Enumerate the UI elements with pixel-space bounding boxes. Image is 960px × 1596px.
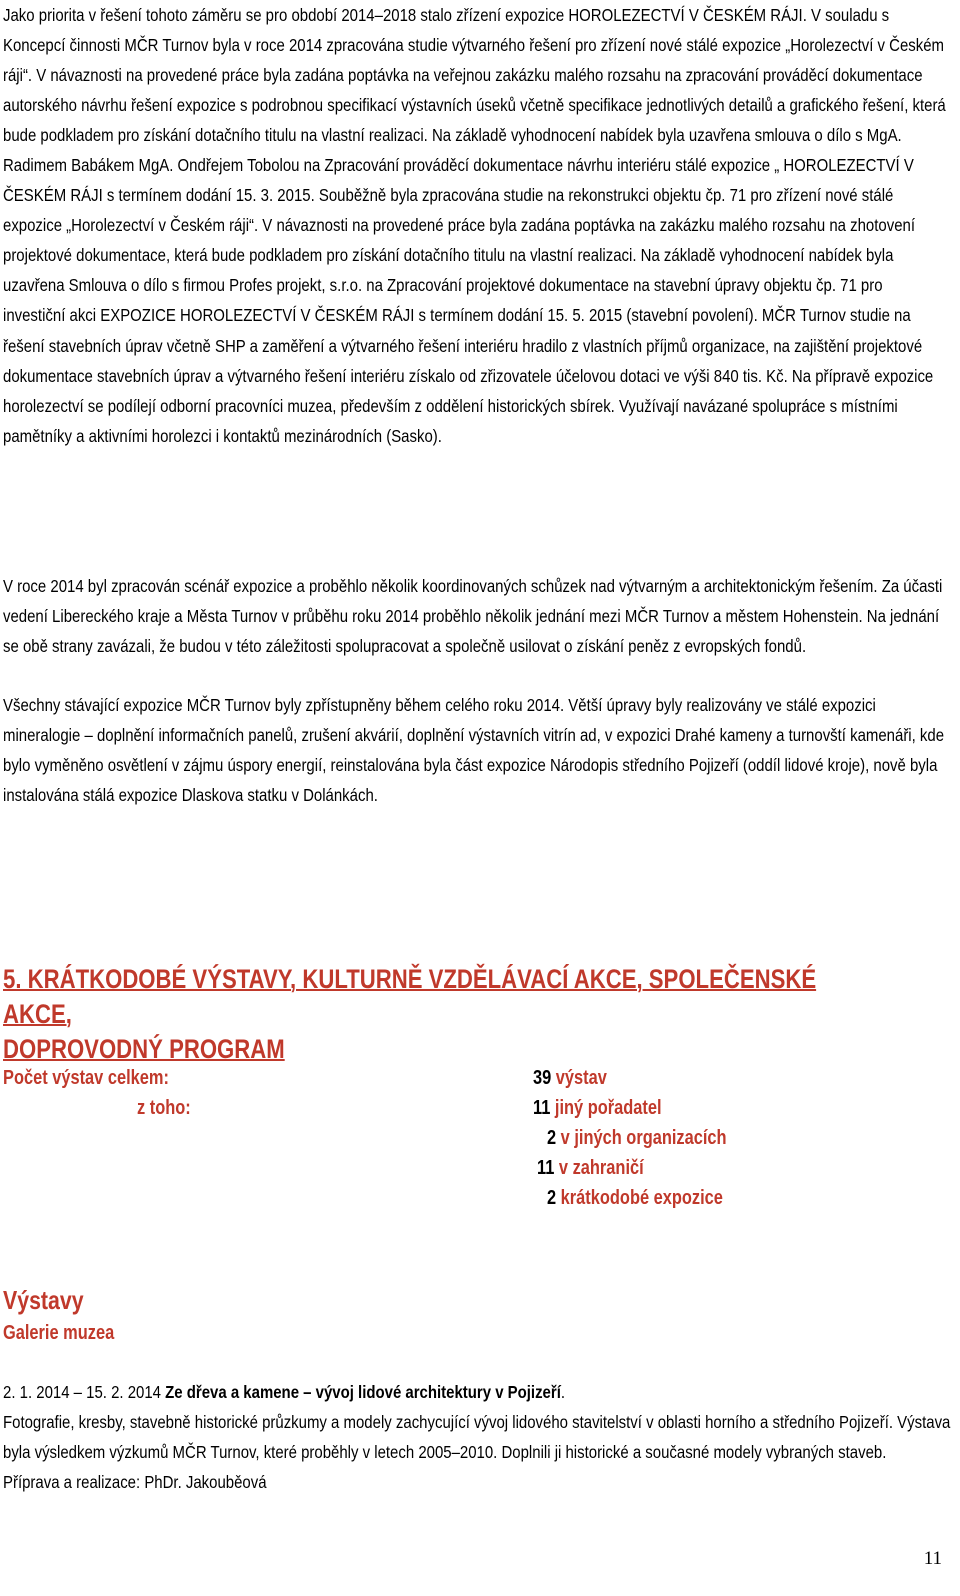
stats-number: 2 xyxy=(547,1127,557,1149)
section-heading-line-2: DOPROVODNÝ PROGRAM xyxy=(3,1034,285,1064)
stats-text: jiný pořadatel xyxy=(554,1097,662,1119)
stats-text: v zahraničí xyxy=(558,1157,644,1179)
exhibition-title-end: . xyxy=(560,1382,566,1402)
stats-row xyxy=(533,1093,662,1123)
stats-row xyxy=(547,1183,723,1213)
paragraph-existing-expositions: Všechny stávající expozice MČR Turnov byly zpřístupněny během celého roku 2014. Větší úpravy byly realizovány ve stálé expozici mineralogie – doplnění informačních panelů, zrušení akvárií, doplnění výstavních vitrín ad, v expozici Drahé kameny a turnovští kamenáři, kde bylo vyměněno osvětlení v zájmu úspory energií, reinstalována byla část expozice Národopis středního Pojizeří (oddíl lidové kroje), nově byla instalována stálá expozice Dlaskova statku v Dolánkách. xyxy=(3,695,945,806)
stats-text: v jiných organizacích xyxy=(560,1127,727,1149)
stats-number: 11 xyxy=(533,1097,551,1119)
stats-row xyxy=(533,1063,607,1093)
paragraph-climbing-exposition: Jako priorita v řešení tohoto záměru se pro období 2014–2018 stalo zřízení expozice HOROLEZECTVÍ V ČESKÉM RÁJI. V souladu s Koncepcí činnosti MČR Turnov byla v roce 2014 zpracována studie výtvarného řešení pro zřízení nové stálé expozice „Horolezectví v Českém ráji“. V návaznosti na provedené práce byla zadána poptávka na veřejnou zakázku malého rozsahu na zpracování prováděcí dokumentace autorského návrhu řešení expozice s podrobnou specifikací výstavních úseků včetně specifikace jednotlivých detailů a grafického řešení, která bude podkladem pro získání dotačního titulu na vlastní realizaci. Na základě vyhodnocení nabídek byla uzavřena smlouva o dílo s MgA. Radimem Babákem MgA. Ondřejem Tobolou na Zpracování prováděcí dokumentace návrhu interiéru stálé expozice „ HOROLEZECTVÍ V ČESKÉM RÁJI s termínem dodání 15. 3. 2015. Souběžně byla zpracována studie na rekonstrukci objektu čp. 71 pro zřízení nové stálé expozice „Horolezectví v Českém ráji“. V návaznosti na provedené práce byla zadána poptávka na zakázku malého rozsahu na zhotovení projektové dokumentace, která bude podkladem pro získání dotačního titulu na vlastní realizaci. Na základě vyhodnocení nabídek byla uzavřena Smlouva o dílo s firmou Profes projekt, s.r.o. na Zpracování projektové dokumentace na stavební úpravy objektu čp. 71 pro investiční akci EXPOZICE HOROLEZECTVÍ V ČESKÉM RÁJI s termínem dodání 15. 5. 2015 (stavební povolení). MČR Turnov studie na řešení stavebních úprav včetně SHP a zaměření a výtvarného řešení interiéru hradilo z vlastních příjmů organizace, na zajištění projektové dokumentace stavebních úprav a výtvarného řešení interiéru získalo od zřizovatele účelovou dotaci ve výši 840 tis. Kč. Na přípravě expozice horolezectví se podílejí odborní pracovníci muzea, především z oddělení historických sbírek. Využívají navázané spolupráce s místními pamětníky a aktivními horolezci i kontaktů mezinárodních (Sasko). xyxy=(3,5,946,446)
exhibition-credits: Příprava a realizace: PhDr. Jakouběová xyxy=(3,1472,267,1493)
stats-number: 39 xyxy=(533,1067,552,1089)
stats-text: výstav xyxy=(555,1067,607,1089)
exhibition-dates: 2. 1. 2014 – 15. 2. 2014 xyxy=(3,1382,166,1402)
stats-number: 11 xyxy=(537,1157,555,1179)
stats-row xyxy=(547,1123,727,1153)
section-heading-line-1: 5. KRÁTKODOBÉ VÝSTAVY, KULTURNĚ VZDĚLÁVACÍ AKCE, SPOLEČENSKÉ AKCE, xyxy=(3,964,817,1029)
venue-heading: Galerie muzea xyxy=(3,1322,115,1344)
exhibition-entry xyxy=(3,1377,958,1497)
stats-total-label: Počet výstav celkem: xyxy=(3,1067,169,1089)
stats-number: 2 xyxy=(547,1187,557,1209)
paragraph-scenario-2014: V roce 2014 byl zpracován scénář expozice a proběhlo několik koordinovaných schůzek nad výtvarným a architektonickým řešením. Za účasti vedení Libereckého kraje a Města Turnov v průběhu roku 2014 proběhlo několik jednání mezi MČR Turnov a městem Hohenstein. Na jednání se obě strany zavázali, že budou v této záležitosti spolupracovat a společně usilovat o získání peněz z evropských fondů. xyxy=(3,576,943,657)
exhibitions-heading: Výstavy xyxy=(3,1285,84,1315)
stats-of-which-label: z toho: xyxy=(137,1097,191,1119)
page-number: 11 xyxy=(923,1548,942,1569)
stats-row xyxy=(537,1153,644,1183)
exhibition-title: Ze dřeva a kamene – vývoj lidové architektury v Pojizeří xyxy=(165,1382,561,1402)
exhibition-description: Fotografie, kresby, stavebně historické průzkumy a modely zachycující vývoj lidového stavitelství v oblasti horního a středního Pojizeří. Výstava byla výsledkem výzkumů MČR Turnov, které proběhly v letech 2005–2010. Doplnili ji historické a současné modely vybraných staveb. xyxy=(3,1412,951,1463)
section-heading xyxy=(3,962,856,1067)
stats-text: krátkodobé expozice xyxy=(560,1187,723,1209)
